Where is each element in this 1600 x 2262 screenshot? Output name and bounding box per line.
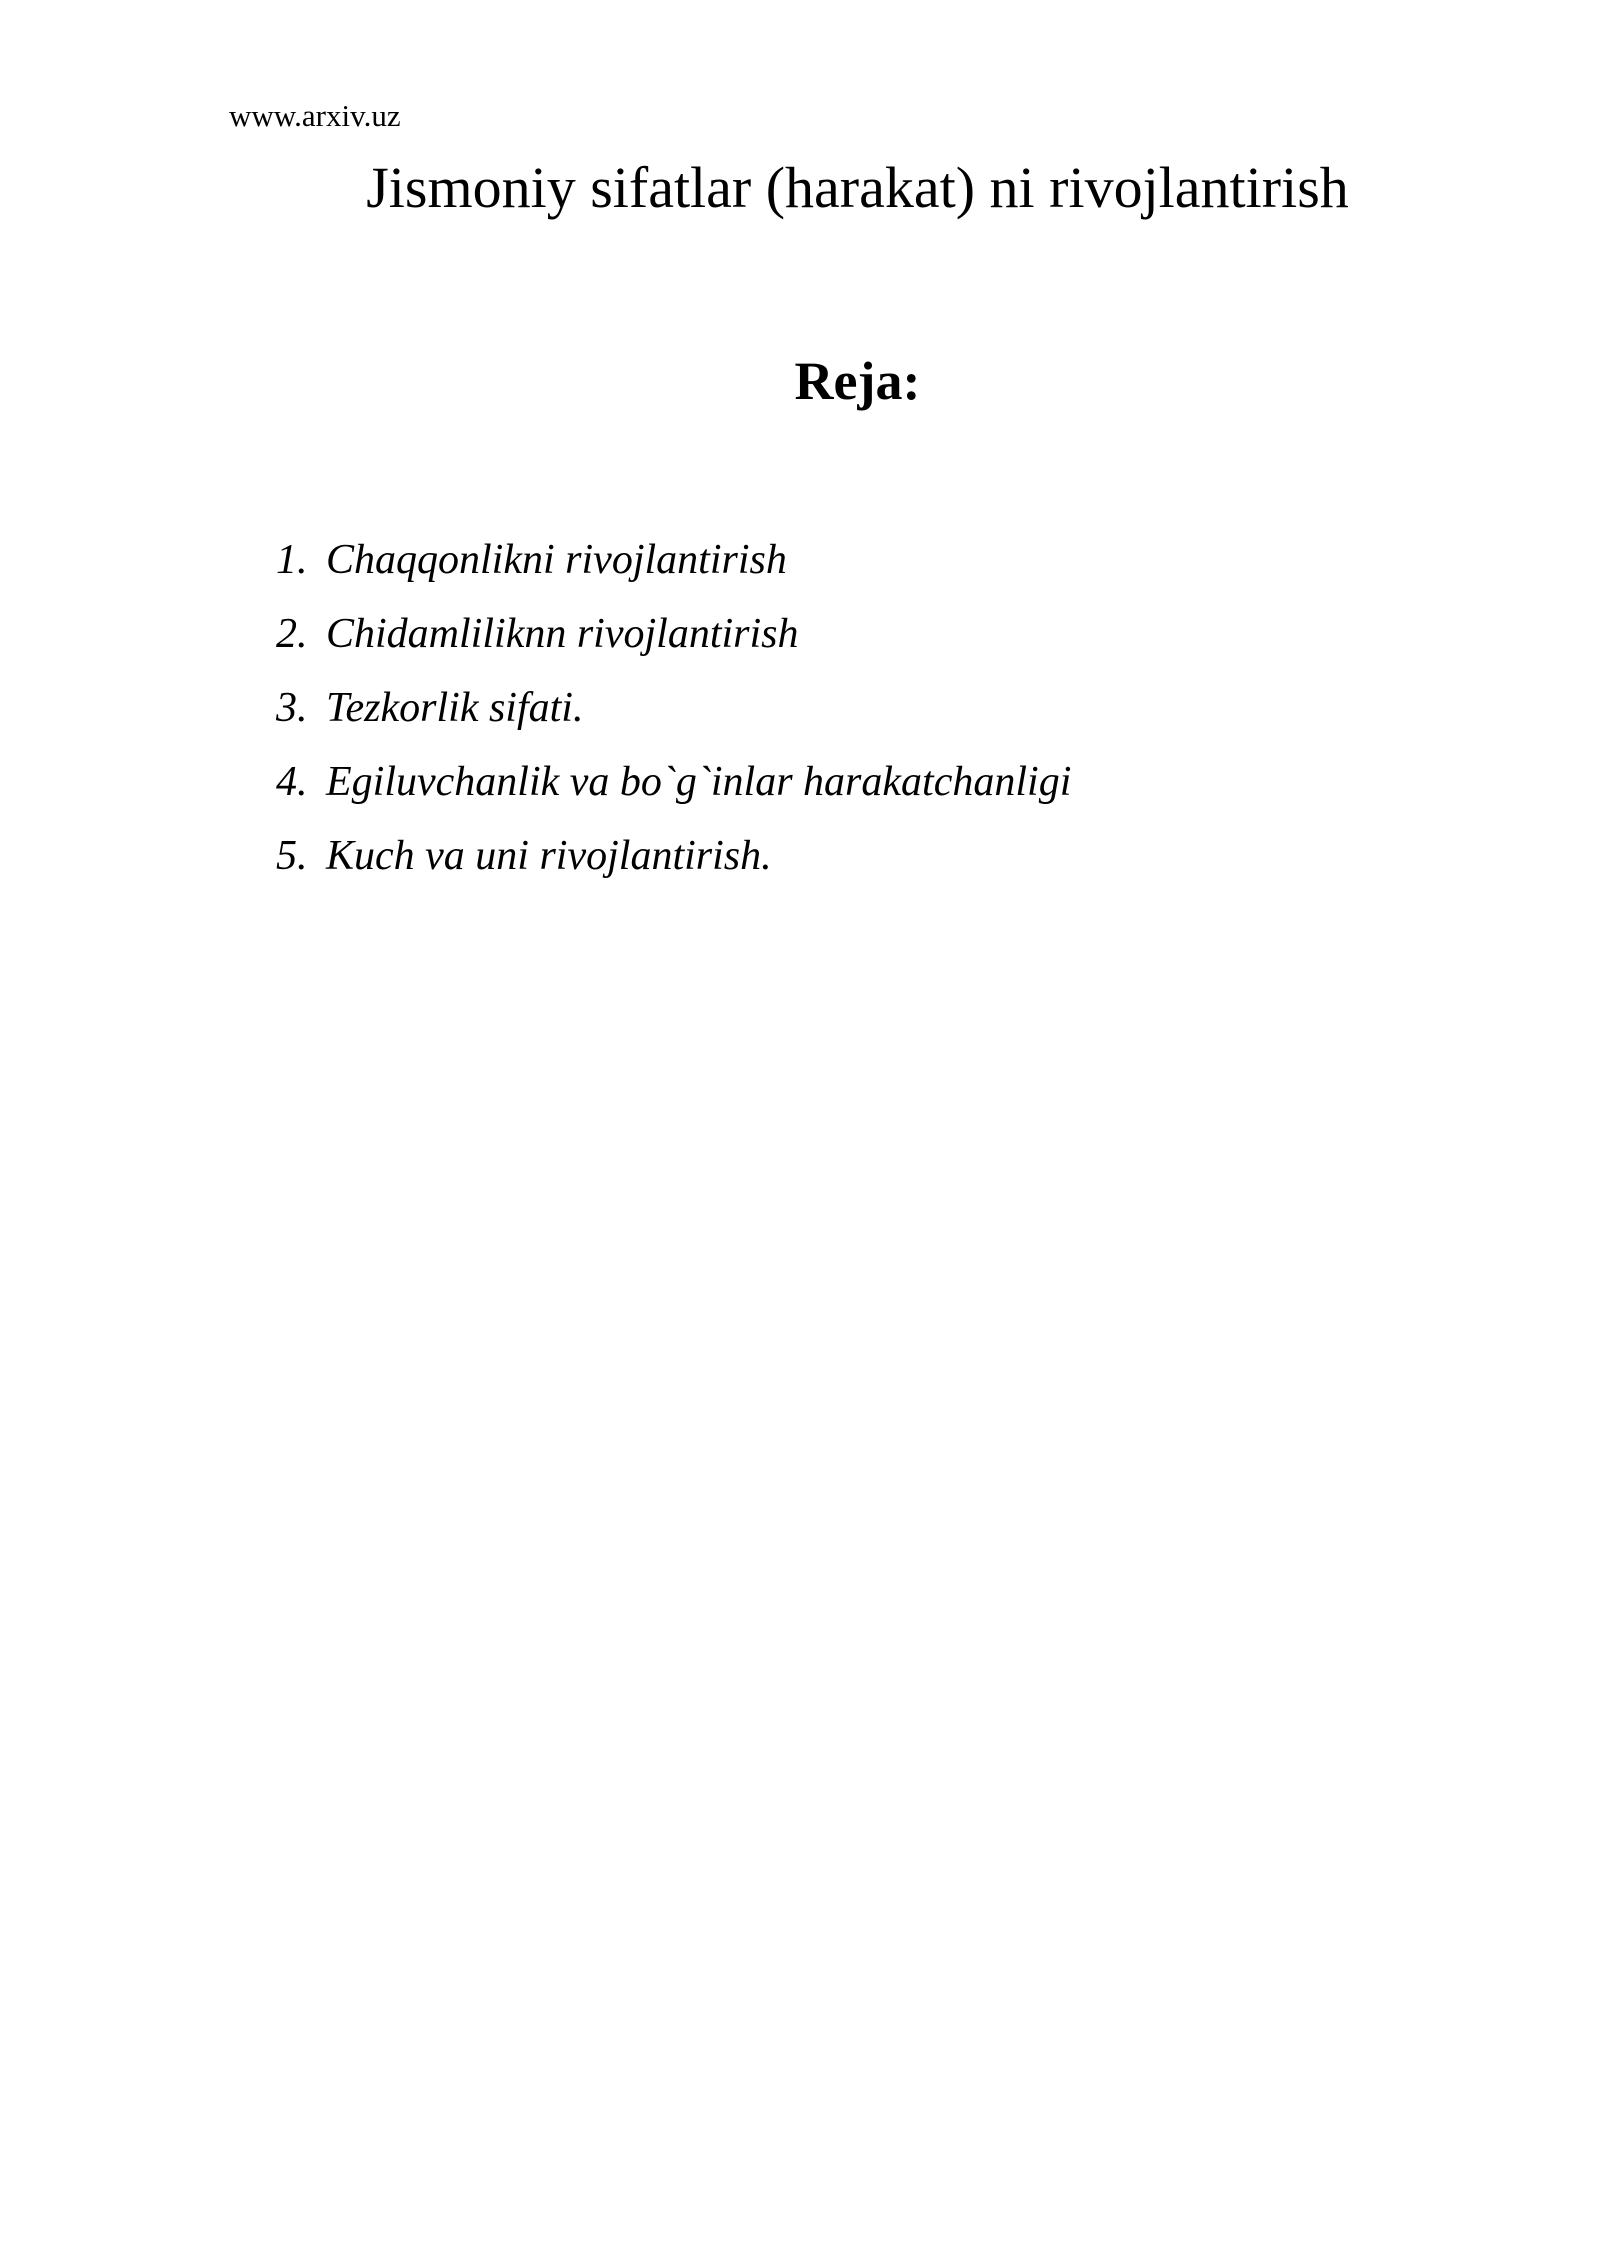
plan-item-number: 4. [276, 759, 308, 805]
plan-item [276, 528, 1071, 602]
plan-item [276, 750, 1071, 824]
plan-item-text: Tezkorlik sifati. [326, 685, 584, 731]
document-title: Jismoniy sifatlar (harakat) ni rivojlantirish [366, 155, 1349, 220]
plan-item-text: Chaqqonlikni rivojlantirish [326, 537, 787, 583]
plan-item-number: 5. [276, 833, 308, 879]
plan-heading: Reja: [794, 351, 921, 411]
plan-item-text: Kuch va uni rivojlantirish. [326, 833, 772, 879]
plan-item-text: Chidamliliknn rivojlantirish [326, 611, 799, 657]
plan-item-number: 1. [276, 537, 308, 583]
site-url: www.arxiv.uz [229, 98, 401, 133]
plan-item-number: 2. [276, 611, 308, 657]
plan-item [276, 602, 1071, 676]
plan-item-text: Egiluvchanlik va bo`g`inlar harakatchanligi [326, 759, 1072, 805]
plan-item [276, 676, 1071, 750]
plan-item [276, 824, 1071, 898]
plan-list [276, 528, 1071, 898]
plan-item-number: 3. [276, 685, 308, 731]
